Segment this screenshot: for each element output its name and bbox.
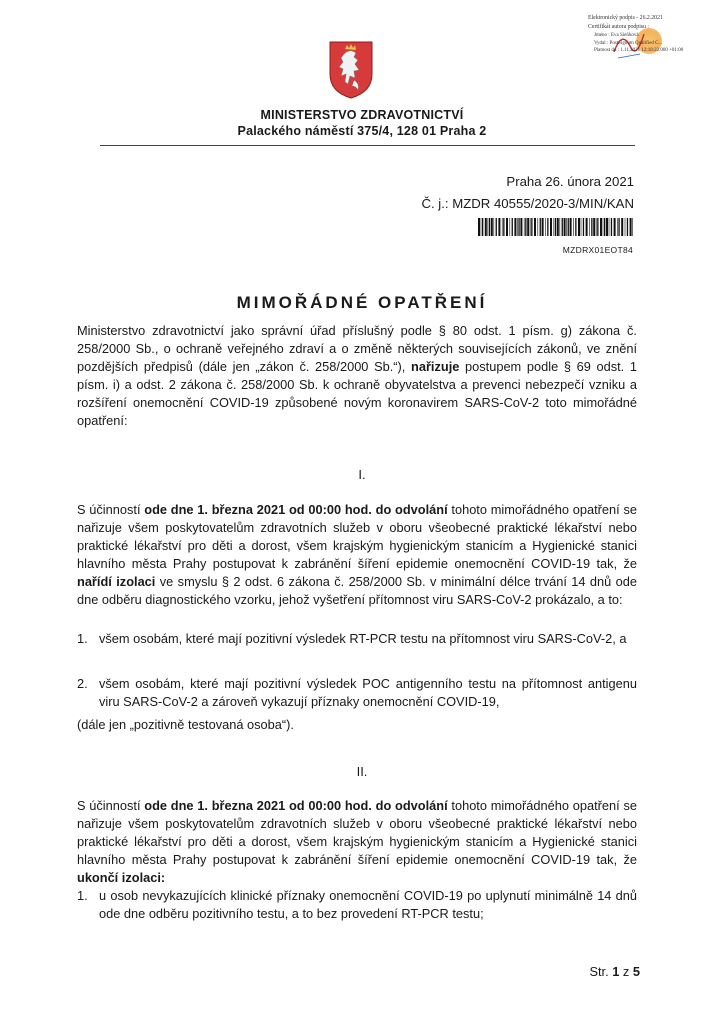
- barcode-bar: [597, 218, 598, 236]
- barcode-bar: [596, 218, 597, 236]
- paragraph-emphasis: nařídí izolaci: [77, 574, 156, 590]
- barcode-bar: [527, 218, 529, 236]
- barcode-bar: [583, 218, 584, 236]
- page-total: 5: [632, 964, 640, 979]
- intro-text: Ministerstvo zdravotnictví jako správní úřad příslušný podle § 80 odst. 1 písm. g) zákona č. 258/2000 Sb., o ochraně veřejného zdraví a o změně některých souvisejících zákonů, ve znění pozdějších předpisů (dále jen „zákon č. 258/2000 Sb.“),: [77, 323, 637, 375]
- list-item: [77, 887, 637, 923]
- barcode-bar: [525, 218, 526, 236]
- ministry-name: MINISTERSTVO ZDRAVOTNICTVÍ: [260, 108, 464, 122]
- barcode-bar: [589, 218, 590, 236]
- list-number: 1.: [77, 888, 88, 903]
- barcode-bar: [566, 218, 567, 236]
- paragraph-text: ve smyslu § 2 odst. 6 zákona č. 258/2000 Sb. v minimální délce trvání 14 dnů ode dne odběru diagnostického vzorku, jehož vyšetření přítomnost viru SARS-CoV-2 prokázalo, a to:: [77, 574, 637, 608]
- barcode-bar: [540, 218, 541, 236]
- paragraph-emphasis: ode dne 1. března 2021 od 00:00 hod. do odvolání: [144, 502, 448, 517]
- barcode-bar: [489, 218, 490, 236]
- barcode-icon: [478, 218, 633, 236]
- page-of: z: [619, 964, 633, 979]
- intro-emphasis: nařizuje: [411, 359, 460, 375]
- signature-line: Vydal : PostSignum Qualified C...: [594, 40, 663, 46]
- barcode-bar: [488, 218, 489, 236]
- barcode-bar: [570, 218, 572, 236]
- barcode-id: MZDRX01EOT84: [562, 245, 633, 255]
- barcode-bar: [630, 218, 632, 236]
- barcode-bar: [496, 218, 497, 236]
- barcode-bar: [510, 218, 511, 236]
- barcode-bar: [573, 218, 574, 236]
- barcode-bar: [503, 218, 504, 236]
- barcode-bar: [502, 218, 503, 236]
- barcode-bar: [627, 218, 628, 236]
- barcode-bar: [614, 218, 616, 236]
- barcode-bar: [564, 218, 566, 236]
- barcode-bar: [562, 218, 563, 236]
- intro-paragraph: [77, 322, 637, 431]
- barcode-bar: [550, 218, 552, 236]
- document-date: Praha 26. února 2021: [506, 174, 634, 189]
- reference-number: Č. j.: MZDR 40555/2020-3/MIN/KAN: [421, 196, 634, 211]
- barcode-bar: [555, 218, 556, 236]
- page-prefix: Str.: [589, 964, 613, 979]
- barcode-bar: [586, 218, 588, 236]
- barcode-bar: [530, 218, 531, 236]
- barcode-bar: [534, 218, 536, 236]
- barcode-bar: [485, 218, 487, 236]
- barcode-bar: [538, 218, 539, 236]
- list-text: všem osobám, které mají pozitivní výsledek POC antigenního testu na přítomnost antigenu viru SARS-CoV-2 a zároveň vykazují příznaky onemocnění COVID-19,: [99, 676, 637, 710]
- list-item: [77, 675, 637, 711]
- coat-of-arms-icon: [328, 40, 374, 100]
- barcode-bar: [494, 218, 495, 236]
- barcode-bar: [632, 218, 633, 236]
- paragraph-text: tohoto mimořádného opatření se nařizuje všem poskytovatelům zdravotních služeb v oboru všeobecné praktické lékařství nebo praktické lékařství pro děti a dorost, všem krajským hygienickým stanicím a Hygienické stanici hlavního města Prahy postupovat k zabránění šíření epidemie onemocnění COVID-19 tak, že: [77, 502, 637, 572]
- page-current: 1: [612, 964, 620, 979]
- barcode-bar: [575, 218, 576, 236]
- barcode-bar: [560, 218, 561, 236]
- barcode-bar: [621, 218, 623, 236]
- list-text: všem osobám, které mají pozitivní výsledek RT-PCR testu na přítomnost viru SARS-CoV-2, a: [99, 631, 627, 646]
- barcode-bar: [506, 218, 508, 236]
- ministry-address: Palackého náměstí 375/4, 128 01 Praha 2: [237, 124, 487, 138]
- barcode-bar: [518, 218, 519, 236]
- barcode-bar: [611, 218, 612, 236]
- paragraph-text: S účinností: [77, 798, 145, 813]
- paragraph-emphasis: ode dne 1. března 2021 od 00:00 hod. do odvolání: [144, 798, 448, 813]
- barcode-bar: [557, 218, 559, 236]
- barcode-bar: [578, 218, 580, 236]
- barcode-bar: [554, 218, 555, 236]
- barcode-bar: [498, 218, 500, 236]
- barcode-bar: [593, 218, 595, 236]
- barcode-bar: [517, 218, 518, 236]
- list-item: [77, 630, 637, 648]
- barcode-bar: [482, 218, 483, 236]
- section-paragraph: [77, 501, 637, 610]
- paragraph-text: tohoto mimořádného opatření se nařizuje všem poskytovatelům zdravotních služeb v oboru všeobecné praktické lékařství nebo praktické lékařství pro děti a dorost, všem krajským hygienickým stanicím a Hygienické stanici hlavního města Prahy postupovat k zabránění šíření epidemie onemocnění COVID-19 tak, že: [77, 798, 637, 868]
- section-heading: I.: [358, 467, 366, 482]
- barcode-bar: [545, 218, 546, 236]
- barcode-bar: [481, 218, 482, 236]
- barcode-bar: [531, 218, 532, 236]
- barcode-bar: [568, 218, 569, 236]
- barcode-bar: [606, 218, 608, 236]
- paragraph-text: S účinností: [77, 502, 145, 517]
- barcode-bar: [542, 218, 544, 236]
- section-paragraph: [77, 797, 637, 887]
- barcode-bar: [609, 218, 610, 236]
- barcode-bar: [617, 218, 618, 236]
- barcode-bar: [604, 218, 605, 236]
- intro-text: postupem podle § 69 odst. 1 písm. i) a odst. 2 zákona č. 258/2000 Sb. k ochraně obyvatelstva a prevenci nebezpečí vzniku a rozšíření onemocnění COVID-19 způsobené novým koronavirem SARS-CoV-2 toto mimořádné opatření:: [77, 359, 637, 429]
- barcode-bar: [478, 218, 480, 236]
- barcode-bar: [514, 218, 516, 236]
- signature-line: Certifikát autora podpisu :: [588, 24, 650, 30]
- barcode-bar: [520, 218, 522, 236]
- barcode-bar: [581, 218, 582, 236]
- page-number: [589, 964, 640, 979]
- paragraph-emphasis: ukončí izolaci:: [77, 870, 166, 886]
- electronic-signature: [588, 14, 714, 72]
- document-title: MIMOŘÁDNÉ OPATŘENÍ: [236, 293, 488, 312]
- signature-line: Jméno : Eva Sieňhová: [594, 33, 639, 38]
- barcode-bar: [524, 218, 525, 236]
- barcode-bar: [591, 218, 592, 236]
- barcode-bar: [547, 218, 548, 236]
- signature-line: Elektronický podpis - 26.2.2021: [588, 15, 663, 21]
- barcode-bar: [600, 218, 602, 236]
- section-closing: (dále jen „pozitivně testovaná osoba“).: [77, 717, 294, 732]
- section-heading: II.: [356, 764, 368, 779]
- list-number: 2.: [77, 676, 88, 691]
- barcode-bar: [512, 218, 513, 236]
- barcode-bar: [491, 218, 493, 236]
- list-text: u osob nevykazujících klinické příznaky onemocnění COVID-19 po uplynutí minimálně 14 dnů ode dne odběru pozitivního testu, a to bez provedení RT-PCR testu;: [99, 888, 637, 922]
- barcode-bar: [618, 218, 619, 236]
- barcode-bar: [625, 218, 626, 236]
- signature-line: Platnost do : 1.11.2021 12:18:22.000 +01:00: [594, 48, 684, 53]
- barcode-bar: [603, 218, 604, 236]
- header-divider: [100, 145, 635, 146]
- list-number: 1.: [77, 631, 88, 646]
